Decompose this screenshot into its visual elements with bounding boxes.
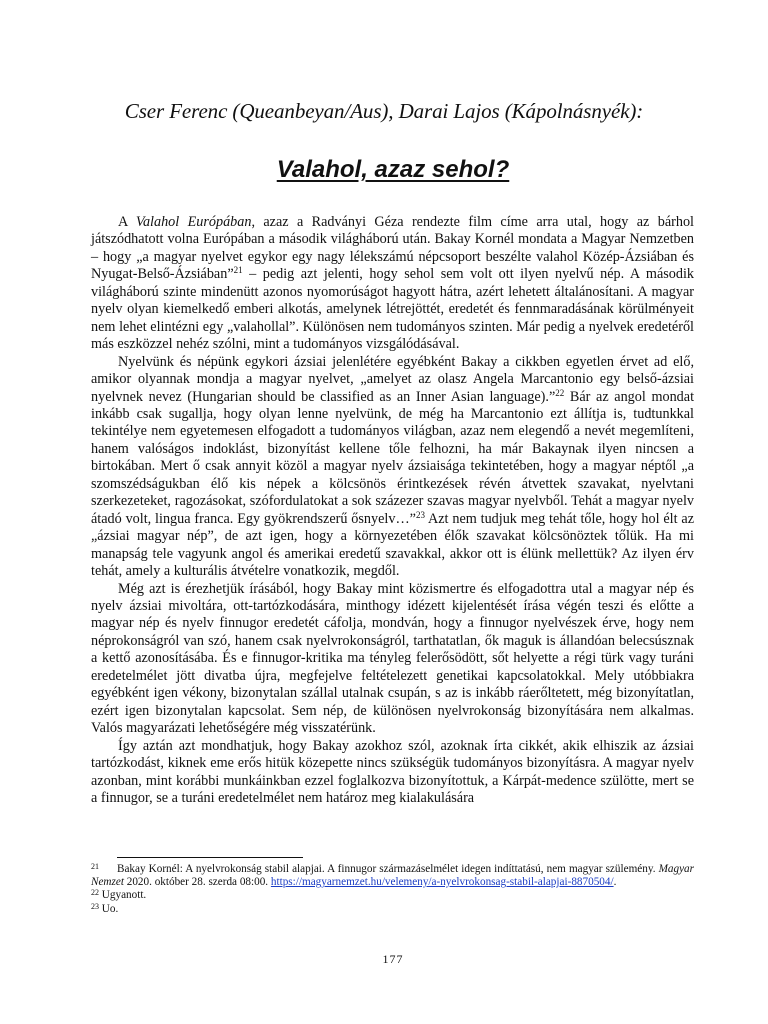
paragraph-1 <box>91 214 694 354</box>
p1-text-b: , azaz a Radványi Géza rendezte film címe arra utal, hogy az bárhol játszódhatott volna Európában a második világháború után. Bakay Kornél mondata a Magyar Nemzetben – hogy „a magyar nyelvet egykor egy nagy lélekszámú népcsoport beszélte valahol Közép-Ázsiában és Nyugat-Belső-Ázsiában” <box>91 214 694 283</box>
footnote-21: 21 Bakay Kornél: A nyelvrokonság stabil alapjai. A finnugor származáselmélet idegen indíttatású, nem magyar szülemény. Magyar Nemzet 2020. október 28. szerda 08:00. https://magyarnemzet.hu/velemeny/a-nyelvrokonsag-stabil-alapjai-8870504/. <box>91 862 694 889</box>
footnote-21-link[interactable]: https://magyarnemzet.hu/velemeny/a-nyelvrokonsag-stabil-alapjai-8870504/ <box>270 876 614 889</box>
p2-text-b: Bár az angol mondat inkább csak sugallja, hogy olyan lenne nyelvünk, de még ha Marcantonio ezt állítja is, tudtunkkal tekintélye nem egyetemesen elfogadott a tudományos világban, azaz nem elegendő a nevét megemlíteni, hanem valóságos indoklást, bizonyítást kellene tőle felhozni, ha már Bakaynak ilyen nincsen a birtokában. Mert ő csak annyit közöl a magyar nyelv ázsiaisága tekintetében, hogy a magyar néptől „a szomszédságukban élő kis népek a kölcsönös érintkezések révén átvettek szavakat, nyelvtani szerkezeteket, ragozásokat, szófordulatokat a sok százezer szavas magyar nyelvből. Tehát a magyar nyelv átadó volt, lingua franca. Egy gyökrendszerű ősnyelv…” <box>91 388 695 527</box>
footnote-ref-23[interactable]: 23 <box>415 509 425 520</box>
paragraph-2 <box>91 354 694 581</box>
p2-text-a: Nyelvünk és népünk egykori ázsiai jelenlétére egyébként Bakay a cikkben egyetlen érvet ad elő, amikor olyannak mondja a magyar nyelvet, „amelyet az olasz Angela Marcantonio egy belső-ázsiai nyelvnek nevez (Hungarian should be classified as an Inner Asian language).” <box>91 353 694 405</box>
footnote-23-number: 23 <box>91 901 99 911</box>
footnote-ref-21[interactable]: 21 <box>233 265 243 276</box>
page-number: 177 <box>382 952 404 966</box>
footnote-divider <box>117 857 303 858</box>
film-title: Valahol Európában <box>135 214 252 230</box>
footnote-22 <box>91 889 694 902</box>
author-line: Cser Ferenc (Queanbeyan/Aus), Darai Lajos (Kápolnásnyék): <box>124 99 644 123</box>
article-body <box>91 214 694 807</box>
p2-text-c: Azt nem tudjuk meg tehát tőle, hogy hol élt az „ázsiai magyar nép”, de azt igen, hogy a környezetében élők szavakat kölcsönöztek tőlük. Ha mi manapság tele vagyunk angol és amerikai eredetű szavakkal, akkor ott is élünk mellettük? Az ilyen érv tehát, amely a kulturális átvételre vonatkozik, megdől. <box>91 510 695 580</box>
footnotes <box>91 863 694 916</box>
footnote-22-text: Ugyanott. <box>99 889 147 902</box>
footnote-ref-22[interactable]: 22 <box>555 387 565 398</box>
footnote-21-end: . <box>613 876 617 889</box>
p1-text-a: A <box>118 214 136 230</box>
paragraph-3: Még azt is érezhetjük írásából, hogy Bakay mint közismertre és elfogadottra utal a magyar nép és nyelv ázsiai mivoltára, ott-tartózkodására, minthogy idézett kijelentését írása végén teszi és előtte a magyar nép és nyelv finnugor eredetét cáfolja, mondván, hogy a finnugor nyelvészek érve, hogy nem néprokonságról van szó, hanem csak nyelvrokonságról, tarthatatlan, ők maguk is állandóan belecsúsznak a kettő azonosításába. És e finnugor-kritika ma tényleg felerősödött, sőt helyette a régi türk vagy turáni eredetelmélet jött divatba újra, megfejelve feltételezett genetikai kapcsolatokkal. Mely utóbbiakra egyébként igen vékony, bizonytalan szállal utalnak csupán, s az is inkább ráerőltetett, még bizonyítatlan, ezért igen bizonytalan kapcsolat. Sem nép, de különösen nyelvrokonság bizonyítására nem alkalmas. Valós magyarázati lehetőségére még visszatérünk. <box>91 580 694 737</box>
footnote-21-date: 2020. október 28. szerda 08:00. <box>123 876 271 889</box>
paragraph-4: Így aztán azt mondhatjuk, hogy Bakay azokhoz szól, azoknak írta cikkét, akik elhiszik az ázsiai tartózkodást, kiknek eme erős hitük közepette nincs szükségük tudományos bizonyításra. A magyar nyelv azonban, mint korábbi munkáinkban ezzel foglalkozva bizonyítottuk, a Kárpát-medence szülötte, mert se a finnugor, se a turáni eredetelmélet nem határoz meg kialakulására <box>91 737 694 806</box>
footnote-23 <box>91 903 694 916</box>
footnote-21-source: Magyar Nemzet <box>91 863 694 889</box>
footnote-22-number: 22 <box>91 888 99 898</box>
footnote-21-text: Bakay Kornél: A nyelvrokonság stabil alapjai. A finnugor származáselmélet idegen indíttatású, nem magyar szülemény. <box>117 863 659 875</box>
article-title: Valahol, azaz sehol? <box>276 156 510 183</box>
footnote-23-text: Uo. <box>99 902 119 915</box>
p1-text-c: – pedig azt jelenti, hogy sehol sem volt ott ilyen nyelvű nép. A második világháború szinte mindenütt azonos nyomorúságot hagyott hátra, azért lehetett általánosítani. A magyar nyelv olyan kiemelkedő emberi alkotás, amelynek létrejöttét, eredetét és fennmaradásának körülményeit nem lehet elintézni egy „valahollal”. Különösen nem tudományos szinten. Már pedig a nyelvek eredetéről más eszközzel nehéz szólni, mint a tudományos vizsgálódásával. <box>91 266 694 353</box>
